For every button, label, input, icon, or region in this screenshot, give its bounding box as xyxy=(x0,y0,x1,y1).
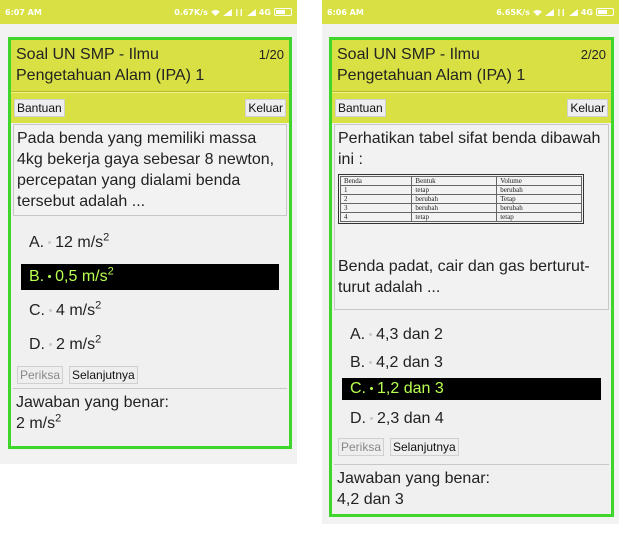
wifi-icon xyxy=(533,9,542,16)
signal-icon-2 xyxy=(569,9,578,16)
quiz-frame xyxy=(8,37,292,449)
quiz-title: Soal UN SMP - Ilmu Pengetahuan Alam (IPA) 1 xyxy=(16,46,205,84)
wifi-icon xyxy=(211,9,220,16)
table-cell: 1 xyxy=(341,186,412,195)
next-button[interactable]: Selanjutnya xyxy=(390,438,459,456)
option-value: 4,2 dan 3 xyxy=(376,354,443,371)
table-row xyxy=(341,204,582,213)
option-exponent: 2 xyxy=(95,299,102,312)
radio-dot-icon xyxy=(49,309,52,312)
signal-icon xyxy=(545,9,554,16)
status-bar xyxy=(322,0,619,24)
table-grid xyxy=(340,176,582,222)
table-cell: berubah xyxy=(412,204,497,213)
table-header: Benda xyxy=(341,177,412,186)
table-row xyxy=(341,213,582,222)
action-buttons xyxy=(338,438,611,458)
signal-icon xyxy=(223,9,232,16)
table-cell: berubah xyxy=(412,195,497,204)
options-list xyxy=(332,310,611,432)
option-letter: B. xyxy=(350,354,366,371)
radio-dot-icon xyxy=(370,417,373,420)
table-cell: berubah xyxy=(497,186,582,195)
option-letter: D. xyxy=(29,336,45,353)
option-b[interactable] xyxy=(342,350,601,376)
question-text: Benda padat, cair dan gas berturut-turut adalah ... xyxy=(338,258,590,296)
radio-dot-icon xyxy=(369,361,372,364)
option-value: 4,3 dan 2 xyxy=(376,326,443,343)
quiz-header xyxy=(11,40,289,92)
question-intro: Perhatikan tabel sifat benda dibawah ini : xyxy=(338,130,601,168)
option-letter: A. xyxy=(29,234,45,251)
toolbar xyxy=(332,92,611,123)
radio-dot-icon xyxy=(370,387,373,390)
radio-dot-icon xyxy=(48,275,51,278)
option-value: 4 m/s xyxy=(56,302,96,319)
table-row xyxy=(341,186,582,195)
table-header: Volume xyxy=(497,177,582,186)
status-speed: 6.65K/s xyxy=(496,7,530,17)
option-value: 2,3 dan 4 xyxy=(377,410,444,427)
exit-button[interactable]: Keluar xyxy=(245,99,286,117)
status-time: 6:06 AM xyxy=(327,7,364,17)
answer-box xyxy=(13,388,287,437)
option-a[interactable] xyxy=(21,230,279,256)
data-arrows-icon xyxy=(235,9,244,16)
network-type: 4G xyxy=(580,7,593,17)
check-button[interactable]: Periksa xyxy=(17,366,63,384)
battery-icon xyxy=(274,8,292,16)
action-buttons xyxy=(17,366,289,386)
table-cell: Tetap xyxy=(497,195,582,204)
table-header: Bentuk xyxy=(412,177,497,186)
question-box xyxy=(334,124,609,310)
table-cell: berubah xyxy=(497,204,582,213)
table-row xyxy=(341,195,582,204)
question-counter: 2/20 xyxy=(580,47,606,62)
answer-label: Jawaban yang benar: xyxy=(337,470,490,487)
answer-value: 4,2 dan 3 xyxy=(337,491,404,508)
option-letter: B. xyxy=(29,268,45,285)
battery-icon xyxy=(596,8,614,16)
network-type: 4G xyxy=(258,7,271,17)
option-c[interactable] xyxy=(21,298,279,324)
option-b-selected[interactable] xyxy=(21,264,279,290)
exit-button[interactable]: Keluar xyxy=(567,99,608,117)
options-list xyxy=(11,216,289,358)
question-counter: 1/20 xyxy=(258,47,284,62)
answer-value: 2 m/s xyxy=(16,415,56,432)
radio-dot-icon xyxy=(49,343,52,346)
radio-dot-icon xyxy=(48,241,51,244)
signal-icon-2 xyxy=(247,9,256,16)
table-cell: tetap xyxy=(412,186,497,195)
phone-screen-1 xyxy=(0,0,297,533)
quiz-header xyxy=(332,40,611,92)
option-exponent: 2 xyxy=(107,265,114,278)
table-cell: tetap xyxy=(497,213,582,222)
help-button[interactable]: Bantuan xyxy=(14,99,65,117)
option-value: 2 m/s xyxy=(56,336,96,353)
option-exponent: 2 xyxy=(103,231,110,244)
quiz-title: Soal UN SMP - Ilmu Pengetahuan Alam (IPA) 1 xyxy=(337,46,526,84)
radio-dot-icon xyxy=(369,333,372,336)
next-button[interactable]: Selanjutnya xyxy=(69,366,138,384)
option-d[interactable] xyxy=(342,406,601,432)
answer-label: Jawaban yang benar: xyxy=(16,394,169,411)
check-button[interactable]: Periksa xyxy=(338,438,384,456)
option-c-selected[interactable] xyxy=(342,378,601,400)
toolbar xyxy=(11,92,289,123)
answer-value-row xyxy=(16,413,284,434)
quiz-frame xyxy=(329,37,614,517)
table-header-row xyxy=(341,177,582,186)
question-text: Pada benda yang memiliki massa 4kg bekerja gaya sebesar 8 newton, percepatan yang dialami benda tersebut adalah ... xyxy=(13,124,287,216)
option-letter: D. xyxy=(350,410,366,427)
option-value: 0,5 m/s xyxy=(55,268,108,285)
option-exponent: 2 xyxy=(95,333,102,346)
option-value: 1,2 dan 3 xyxy=(377,380,444,397)
status-time: 6:07 AM xyxy=(5,7,42,17)
answer-box xyxy=(334,464,609,513)
table-cell: tetap xyxy=(412,213,497,222)
answer-exponent: 2 xyxy=(55,412,62,425)
option-value: 12 m/s xyxy=(55,234,104,251)
help-button[interactable]: Bantuan xyxy=(335,99,386,117)
option-letter: C. xyxy=(29,302,45,319)
table-cell: 4 xyxy=(341,213,412,222)
table-cell: 2 xyxy=(341,195,412,204)
option-letter: C. xyxy=(350,380,366,397)
phone-screen-2 xyxy=(322,0,619,533)
status-speed: 0.67K/s xyxy=(174,7,208,17)
data-arrows-icon xyxy=(557,9,566,16)
table-cell: 3 xyxy=(341,204,412,213)
status-bar xyxy=(0,0,297,24)
option-d[interactable] xyxy=(21,332,279,358)
option-a[interactable] xyxy=(342,322,601,348)
option-letter: A. xyxy=(350,326,366,343)
property-table xyxy=(338,174,584,224)
